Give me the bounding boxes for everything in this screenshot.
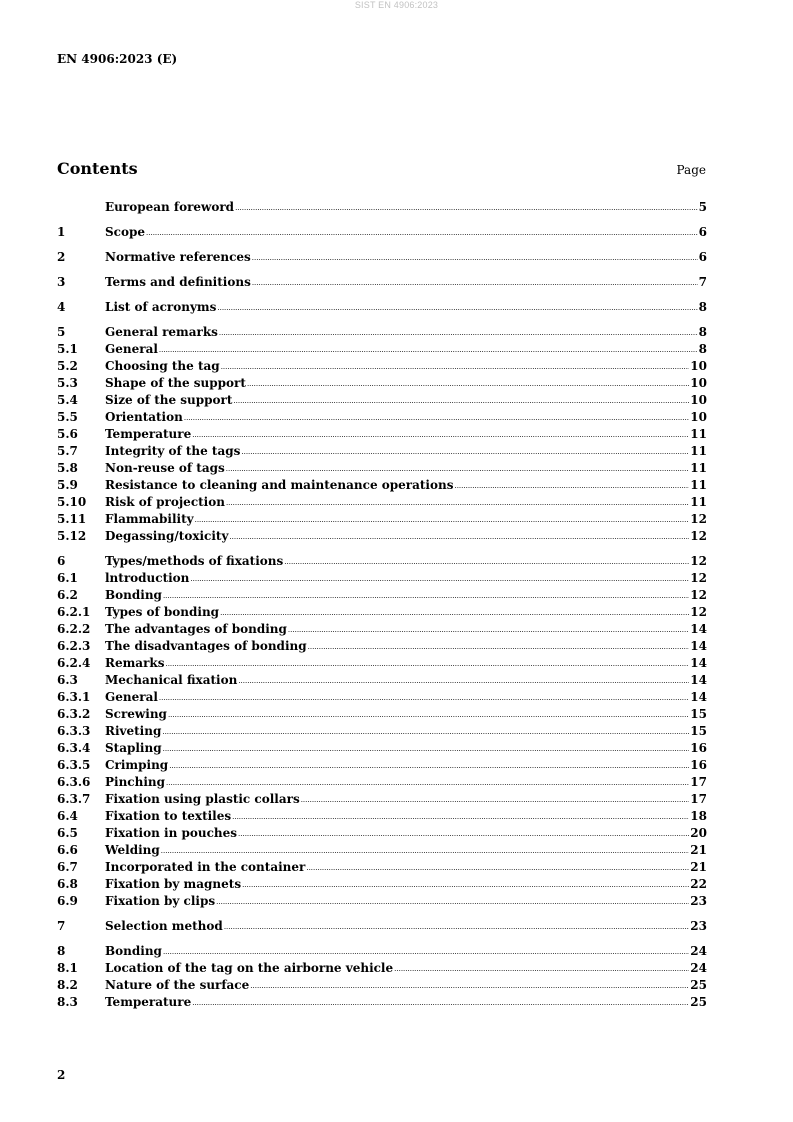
toc-dot-leader: [306, 864, 689, 872]
toc-entry[interactable]: [57, 225, 707, 242]
toc-entry-page: 10: [690, 359, 707, 373]
toc-entry-number: 6.8: [57, 877, 78, 891]
toc-entry[interactable]: [57, 359, 707, 376]
toc-entry-number: 5.2: [57, 359, 78, 373]
toc-dot-leader: [224, 923, 689, 931]
toc-dot-leader: [195, 516, 690, 524]
toc-dot-leader: [192, 999, 689, 1007]
toc-entry-title: Types of bonding: [105, 605, 220, 619]
toc-entry-number: 1: [57, 225, 66, 239]
toc-entry-number: 6.1: [57, 571, 78, 585]
toc-dot-leader: [238, 830, 689, 838]
toc-entry-number: 6.2.3: [57, 639, 91, 653]
contents-title: Contents: [57, 159, 138, 178]
toc-entry-page: 10: [690, 376, 707, 390]
toc-entry-page: 12: [690, 605, 707, 619]
toc-dot-leader: [238, 677, 689, 685]
toc-entry[interactable]: [57, 758, 707, 775]
toc-entry-number: 6.2: [57, 588, 78, 602]
toc-entry-title: General: [105, 690, 158, 704]
toc-entry-title: Location of the tag on the airborne vehicle: [105, 961, 394, 975]
toc-entry-page: 8: [698, 342, 707, 356]
toc-dot-leader: [284, 558, 689, 566]
toc-entry-number: 5.3: [57, 376, 78, 390]
toc-entry-page: 25: [690, 978, 707, 992]
toc-dot-leader: [184, 414, 689, 422]
toc-dot-leader: [226, 465, 690, 473]
toc-entry[interactable]: [57, 529, 707, 546]
toc-entry-title: Integrity of the tags: [105, 444, 241, 458]
toc-entry-page: 16: [690, 758, 707, 772]
toc-entry-page: 14: [690, 639, 707, 653]
toc-entry-number: 6.3.4: [57, 741, 91, 755]
toc-entry-number: 5.7: [57, 444, 78, 458]
toc-entry-number: 5: [57, 325, 66, 339]
toc-entry-title: Welding: [105, 843, 160, 857]
toc-entry-number: 6.3.1: [57, 690, 91, 704]
toc-entry-page: 11: [690, 461, 707, 475]
toc-entry[interactable]: [57, 639, 707, 656]
toc-entry-title: Crimping: [105, 758, 169, 772]
toc-entry-title: Terms and definitions: [105, 275, 251, 289]
toc-entry-title: Shape of the support: [105, 376, 246, 390]
toc-entry[interactable]: [57, 393, 707, 410]
toc-entry[interactable]: [57, 843, 707, 860]
toc-entry-number: 6.5: [57, 826, 78, 840]
toc-entry[interactable]: [57, 673, 707, 690]
toc-dot-leader: [216, 898, 689, 906]
toc-entry-title: Bonding: [105, 944, 162, 958]
toc-entry-number: 6.4: [57, 809, 78, 823]
toc-entry[interactable]: [57, 724, 707, 741]
toc-entry-number: 5.4: [57, 393, 78, 407]
toc-dot-leader: [146, 229, 698, 237]
toc-dot-leader: [226, 499, 689, 507]
toc-entry-title: The disadvantages of bonding: [105, 639, 307, 653]
toc-entry-title: Scope: [105, 225, 146, 239]
toc-entry-page: 6: [698, 250, 707, 264]
toc-entry[interactable]: [57, 656, 707, 673]
toc-entry-number: 6.3: [57, 673, 78, 687]
toc-entry-page: 12: [690, 554, 707, 568]
toc-dot-leader: [165, 660, 689, 668]
toc-entry[interactable]: [57, 978, 707, 995]
toc-entry-page: 14: [690, 673, 707, 687]
toc-entry-page: 10: [690, 410, 707, 424]
toc-dot-leader: [163, 592, 689, 600]
toc-entry[interactable]: [57, 410, 707, 427]
toc-entry-number: 6: [57, 554, 66, 568]
toc-entry-title: List of acronyms: [105, 300, 217, 314]
toc-entry-title: Fixation in pouches: [105, 826, 238, 840]
toc-entry[interactable]: [57, 741, 707, 758]
toc-entry[interactable]: [57, 300, 707, 317]
toc-entry-page: 23: [690, 919, 707, 933]
toc-entry[interactable]: [57, 792, 707, 809]
toc-entry[interactable]: [57, 342, 707, 359]
page-number: 2: [57, 1068, 66, 1082]
toc-entry-number: 6.2.1: [57, 605, 91, 619]
toc-entry-page: 15: [690, 707, 707, 721]
toc-entry-number: 6.6: [57, 843, 78, 857]
toc-entry-title: Fixation by clips: [105, 894, 216, 908]
toc-entry[interactable]: [57, 275, 707, 292]
toc-entry[interactable]: [57, 461, 707, 478]
toc-entry-title: Riveting: [105, 724, 162, 738]
toc-entry-page: 15: [690, 724, 707, 738]
toc-entry-title: Incorporated in the container: [105, 860, 306, 874]
toc-entry-title: lntroduction: [105, 571, 190, 585]
toc-entry-page: 25: [690, 995, 707, 1009]
toc-entry[interactable]: [57, 588, 707, 605]
toc-dot-leader: [242, 881, 689, 889]
toc-entry[interactable]: [57, 826, 707, 843]
toc-entry-title: Non-reuse of tags: [105, 461, 225, 475]
toc-entry-number: 3: [57, 275, 66, 289]
toc-entry-title: Resistance to cleaning and maintenance operations: [105, 478, 454, 492]
toc-entry-number: 5.10: [57, 495, 87, 509]
toc-entry-number: 5.11: [57, 512, 87, 526]
toc-entry[interactable]: [57, 250, 707, 267]
toc-entry[interactable]: [57, 877, 707, 894]
toc-entry-title: The advantages of bonding: [105, 622, 287, 636]
toc-entry-number: 5.1: [57, 342, 78, 356]
toc-dot-leader: [168, 711, 689, 719]
toc-dot-leader: [190, 575, 689, 583]
watermark: SIST EN 4906:2023: [354, 0, 439, 10]
toc-dot-leader: [220, 609, 689, 617]
toc-dot-leader: [232, 813, 689, 821]
toc-entry-page: 16: [690, 741, 707, 755]
toc-entry-page: 17: [690, 775, 707, 789]
toc-entry-page: 18: [690, 809, 707, 823]
toc-entry-title: Remarks: [105, 656, 165, 670]
toc-dot-leader: [163, 948, 689, 956]
toc-entry-page: 14: [690, 690, 707, 704]
toc-dot-leader: [162, 728, 689, 736]
toc-entry-title: Selection method: [105, 919, 223, 933]
toc-dot-leader: [252, 254, 698, 262]
toc-dot-leader: [221, 363, 690, 371]
toc-entry-title: Risk of projection: [105, 495, 225, 509]
toc-entry-title: General remarks: [105, 325, 218, 339]
toc-entry[interactable]: [57, 325, 707, 342]
toc-entry-page: 8: [698, 300, 707, 314]
toc-entry-number: 5.8: [57, 461, 78, 475]
toc-entry-number: 6.3.7: [57, 792, 91, 806]
toc-entry-page: 11: [690, 444, 707, 458]
toc-entry-number: 2: [57, 250, 66, 264]
toc-entry-title: Fixation using plastic collars: [105, 792, 300, 806]
toc-entry-page: 10: [690, 393, 707, 407]
toc-entry-title: Screwing: [105, 707, 167, 721]
toc-entry-number: 8.1: [57, 961, 78, 975]
toc-entry-number: 5.5: [57, 410, 78, 424]
toc-entry-page: 12: [690, 588, 707, 602]
toc-entry-number: 5.6: [57, 427, 78, 441]
toc-entry-page: 23: [690, 894, 707, 908]
toc-entry-page: 17: [690, 792, 707, 806]
toc-entry-page: 11: [690, 478, 707, 492]
toc-entry[interactable]: [57, 571, 707, 588]
toc-entry-page: 14: [690, 656, 707, 670]
toc-dot-leader: [169, 762, 689, 770]
toc-entry-number: 6.3.6: [57, 775, 91, 789]
toc-entry-title: Fixation to textiles: [105, 809, 232, 823]
toc-entry[interactable]: [57, 894, 707, 911]
toc-entry-page: 12: [690, 512, 707, 526]
toc-dot-leader: [159, 694, 689, 702]
toc-entry-title: Choosing the tag: [105, 359, 220, 373]
toc-entry-number: 5.12: [57, 529, 87, 543]
toc-entry-page: 11: [690, 495, 707, 509]
toc-entry-title: Temperature: [105, 995, 192, 1009]
toc-dot-leader: [394, 965, 689, 973]
toc-entry-title: Pinching: [105, 775, 166, 789]
toc-entry[interactable]: [57, 919, 707, 936]
toc-dot-leader: [288, 626, 689, 634]
toc-dot-leader: [252, 279, 698, 287]
toc-dot-leader: [229, 533, 689, 541]
toc-dot-leader: [163, 745, 690, 753]
toc-entry-number: 8.2: [57, 978, 78, 992]
toc-entry-title: Degassing/toxicity: [105, 529, 229, 543]
toc-entry-number: 6.9: [57, 894, 78, 908]
toc-entry-title: Mechanical fixation: [105, 673, 238, 687]
toc-entry[interactable]: [57, 809, 707, 826]
toc-entry[interactable]: [57, 444, 707, 461]
toc-entry-title: Stapling: [105, 741, 162, 755]
toc-entry-number: 7: [57, 919, 66, 933]
toc-dot-leader: [247, 380, 689, 388]
toc-dot-leader: [301, 796, 690, 804]
toc-entry-page: 7: [698, 275, 707, 289]
toc-entry[interactable]: [57, 554, 707, 571]
toc-entry-title: Bonding: [105, 588, 162, 602]
toc-dot-leader: [235, 204, 698, 212]
toc-dot-leader: [217, 304, 697, 312]
toc-entry-title: Types/methods of fixations: [105, 554, 284, 568]
toc-entry[interactable]: [57, 690, 707, 707]
toc-entry-title: Orientation: [105, 410, 183, 424]
toc-entry-number: 6.7: [57, 860, 78, 874]
toc-entry-page: 24: [690, 961, 707, 975]
toc-entry-number: 6.3.3: [57, 724, 91, 738]
toc-dot-leader: [250, 982, 689, 990]
toc-entry-page: 21: [690, 860, 707, 874]
toc-entry-number: 8.3: [57, 995, 78, 1009]
toc-dot-leader: [161, 847, 690, 855]
toc-entry-page: 24: [690, 944, 707, 958]
toc-entry[interactable]: [57, 775, 707, 792]
toc-entry-number: 6.3.2: [57, 707, 91, 721]
toc-entry-page: 12: [690, 529, 707, 543]
document-id: EN 4906:2023 (E): [57, 52, 178, 66]
toc-entry-title: Normative references: [105, 250, 251, 264]
toc-entry[interactable]: [57, 495, 707, 512]
toc-entry-page: 11: [690, 427, 707, 441]
toc-entry[interactable]: [57, 200, 707, 217]
table-of-contents: [57, 200, 707, 1012]
toc-entry-page: 8: [698, 325, 707, 339]
toc-entry[interactable]: [57, 376, 707, 393]
toc-entry[interactable]: [57, 707, 707, 724]
toc-entry-page: 22: [690, 877, 707, 891]
toc-dot-leader: [308, 643, 690, 651]
toc-entry-number: 6.3.5: [57, 758, 91, 772]
toc-entry-title: European foreword: [105, 200, 235, 214]
toc-entry-number: 8: [57, 944, 66, 958]
toc-entry-title: Fixation by magnets: [105, 877, 242, 891]
toc-entry[interactable]: [57, 961, 707, 978]
toc-dot-leader: [241, 448, 689, 456]
toc-dot-leader: [192, 431, 689, 439]
page-column-label: Page: [676, 163, 706, 177]
toc-entry-page: 6: [698, 225, 707, 239]
toc-entry-page: 14: [690, 622, 707, 636]
toc-entry-page: 5: [698, 200, 707, 214]
toc-entry[interactable]: [57, 427, 707, 444]
toc-entry-title: Temperature: [105, 427, 192, 441]
toc-entry[interactable]: [57, 944, 707, 961]
toc-entry-number: 6.2.4: [57, 656, 91, 670]
toc-entry-page: 21: [690, 843, 707, 857]
toc-dot-leader: [233, 397, 689, 405]
toc-entry[interactable]: [57, 512, 707, 529]
toc-entry[interactable]: [57, 860, 707, 877]
toc-entry-title: General: [105, 342, 158, 356]
toc-dot-leader: [166, 779, 689, 787]
toc-entry-title: Size of the support: [105, 393, 233, 407]
toc-dot-leader: [454, 482, 689, 490]
toc-entry[interactable]: [57, 995, 707, 1012]
toc-entry[interactable]: [57, 605, 707, 622]
toc-entry-page: 12: [690, 571, 707, 585]
toc-entry-title: Nature of the surface: [105, 978, 250, 992]
toc-entry-title: Flammability: [105, 512, 194, 526]
toc-dot-leader: [219, 329, 698, 337]
toc-entry[interactable]: [57, 478, 707, 495]
toc-entry-number: 4: [57, 300, 66, 314]
toc-entry-number: 6.2.2: [57, 622, 91, 636]
toc-entry-number: 5.9: [57, 478, 78, 492]
toc-dot-leader: [159, 346, 698, 354]
toc-entry[interactable]: [57, 622, 707, 639]
toc-entry-page: 20: [690, 826, 707, 840]
